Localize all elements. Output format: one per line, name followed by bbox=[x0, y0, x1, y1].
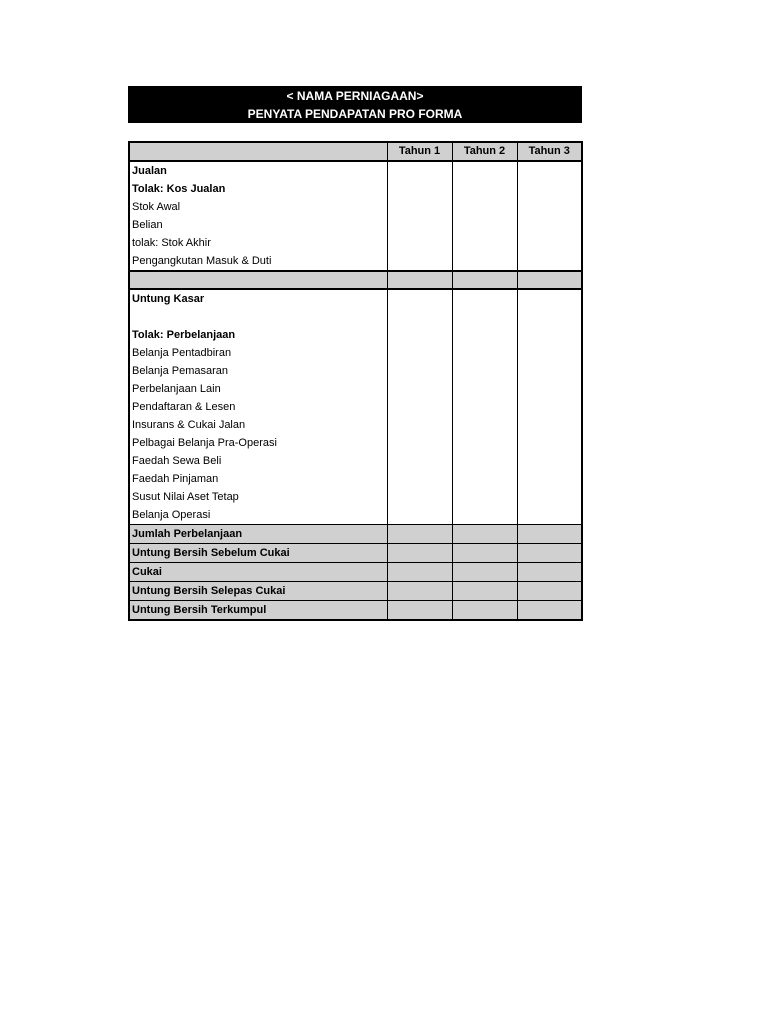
label-column-header bbox=[129, 142, 387, 161]
cell-year-2[interactable] bbox=[452, 180, 517, 198]
cell-year-2[interactable] bbox=[452, 362, 517, 380]
cell-year-2[interactable] bbox=[452, 252, 517, 271]
cell-year-2[interactable] bbox=[452, 416, 517, 434]
row-label: Untung Bersih Selepas Cukai bbox=[129, 582, 387, 601]
row-label: Untung Bersih Sebelum Cukai bbox=[129, 544, 387, 563]
row-label: tolak: Stok Akhir bbox=[129, 234, 387, 252]
year-3-header: Tahun 3 bbox=[517, 142, 582, 161]
cell-year-3[interactable] bbox=[517, 234, 582, 252]
cell-year-2[interactable] bbox=[452, 161, 517, 180]
cell-year-1[interactable] bbox=[387, 525, 452, 544]
cell-year-3[interactable] bbox=[517, 161, 582, 180]
statement-header bbox=[128, 86, 582, 123]
cell-year-2[interactable] bbox=[452, 506, 517, 525]
cell-year-3[interactable] bbox=[517, 544, 582, 563]
row-cukai bbox=[129, 563, 582, 582]
row-label: Pengangkutan Masuk & Duti bbox=[129, 252, 387, 271]
row-label: Stok Awal bbox=[129, 198, 387, 216]
row-pra-operasi bbox=[129, 434, 582, 452]
cell-year-1 bbox=[387, 308, 452, 326]
cell-year-3[interactable] bbox=[517, 506, 582, 525]
cell-year-3[interactable] bbox=[517, 601, 582, 621]
row-label: Faedah Pinjaman bbox=[129, 470, 387, 488]
row-label: Insurans & Cukai Jalan bbox=[129, 416, 387, 434]
row-label: Belanja Operasi bbox=[129, 506, 387, 525]
cell-year-1[interactable] bbox=[387, 180, 452, 198]
cell-year-1[interactable] bbox=[387, 506, 452, 525]
row-stok-akhir bbox=[129, 234, 582, 252]
row-untung-kasar bbox=[129, 289, 582, 308]
row-tolak-kos-jualan bbox=[129, 180, 582, 198]
cell-year-1[interactable] bbox=[387, 544, 452, 563]
cell-year-3[interactable] bbox=[517, 416, 582, 434]
row-perbelanjaan-lain bbox=[129, 380, 582, 398]
cell-year-2[interactable] bbox=[452, 488, 517, 506]
cell-year-2[interactable] bbox=[452, 434, 517, 452]
cell-year-1[interactable] bbox=[387, 326, 452, 344]
row-belanja-pemasaran bbox=[129, 362, 582, 380]
cell-year-2[interactable] bbox=[452, 289, 517, 308]
row-belanja-operasi bbox=[129, 506, 582, 525]
cell-year-2 bbox=[452, 308, 517, 326]
cell-year-3[interactable] bbox=[517, 563, 582, 582]
cell-year-1[interactable] bbox=[387, 161, 452, 180]
cell-year-1[interactable] bbox=[387, 601, 452, 621]
cell-year-1[interactable] bbox=[387, 362, 452, 380]
cell-year-2[interactable] bbox=[452, 398, 517, 416]
cell-year-3[interactable] bbox=[517, 488, 582, 506]
cell-year-1[interactable] bbox=[387, 252, 452, 271]
row-untung-terkumpul bbox=[129, 601, 582, 621]
cell-year-1[interactable] bbox=[387, 344, 452, 362]
cell-year-3[interactable] bbox=[517, 434, 582, 452]
statement-title: PENYATA PENDAPATAN PRO FORMA bbox=[247, 107, 463, 121]
row-blank bbox=[129, 308, 582, 326]
cell-year-3[interactable] bbox=[517, 362, 582, 380]
row-faedah-sewa-beli bbox=[129, 452, 582, 470]
cell-year-1[interactable] bbox=[387, 216, 452, 234]
cell-year-2[interactable] bbox=[452, 234, 517, 252]
income-statement-table bbox=[128, 141, 583, 621]
cell-year-1[interactable] bbox=[387, 582, 452, 601]
cell-year-1[interactable] bbox=[387, 470, 452, 488]
cell-year-2[interactable] bbox=[452, 601, 517, 621]
cell-year-3[interactable] bbox=[517, 252, 582, 271]
row-untung-sebelum-cukai bbox=[129, 544, 582, 563]
cell-year-1[interactable] bbox=[387, 271, 452, 289]
cell-year-3 bbox=[517, 308, 582, 326]
row-label: Susut Nilai Aset Tetap bbox=[129, 488, 387, 506]
year-1-header: Tahun 1 bbox=[387, 142, 452, 161]
cell-year-2[interactable] bbox=[452, 452, 517, 470]
row-faedah-pinjaman bbox=[129, 470, 582, 488]
cell-year-1[interactable] bbox=[387, 416, 452, 434]
row-label: Belanja Pemasaran bbox=[129, 362, 387, 380]
row-label: Faedah Sewa Beli bbox=[129, 452, 387, 470]
row-pendaftaran-lesen bbox=[129, 398, 582, 416]
cell-year-3[interactable] bbox=[517, 198, 582, 216]
row-label: Tolak: Perbelanjaan bbox=[129, 326, 387, 344]
row-label: Cukai bbox=[129, 563, 387, 582]
cell-year-2[interactable] bbox=[452, 344, 517, 362]
cell-year-3[interactable] bbox=[517, 380, 582, 398]
cell-year-1[interactable] bbox=[387, 563, 452, 582]
row-untung-selepas-cukai bbox=[129, 582, 582, 601]
row-label: Jumlah Perbelanjaan bbox=[129, 525, 387, 544]
cell-year-3[interactable] bbox=[517, 216, 582, 234]
cell-year-3[interactable] bbox=[517, 180, 582, 198]
cell-year-1[interactable] bbox=[387, 434, 452, 452]
cell-year-2[interactable] bbox=[452, 544, 517, 563]
row-stok-awal bbox=[129, 198, 582, 216]
row-label: Untung Kasar bbox=[129, 289, 387, 308]
cell-year-3[interactable] bbox=[517, 525, 582, 544]
cell-year-3[interactable] bbox=[517, 271, 582, 289]
row-label: Tolak: Kos Jualan bbox=[129, 180, 387, 198]
cell-year-3[interactable] bbox=[517, 470, 582, 488]
row-pengangkutan bbox=[129, 252, 582, 271]
cell-year-2[interactable] bbox=[452, 582, 517, 601]
cell-year-3[interactable] bbox=[517, 344, 582, 362]
cell-year-1[interactable] bbox=[387, 380, 452, 398]
row-kos-jualan-total bbox=[129, 271, 582, 289]
cell-year-1[interactable] bbox=[387, 198, 452, 216]
cell-year-3[interactable] bbox=[517, 289, 582, 308]
row-label: Pelbagai Belanja Pra-Operasi bbox=[129, 434, 387, 452]
cell-year-2[interactable] bbox=[452, 563, 517, 582]
row-jualan bbox=[129, 161, 582, 180]
row-jumlah-perbelanjaan bbox=[129, 525, 582, 544]
cell-year-3[interactable] bbox=[517, 326, 582, 344]
cell-year-1[interactable] bbox=[387, 452, 452, 470]
year-2-header: Tahun 2 bbox=[452, 142, 517, 161]
row-tolak-perbelanjaan bbox=[129, 326, 582, 344]
row-label bbox=[129, 308, 387, 326]
cell-year-3[interactable] bbox=[517, 582, 582, 601]
row-insurans-cukai-jalan bbox=[129, 416, 582, 434]
row-label: Untung Bersih Terkumpul bbox=[129, 601, 387, 621]
cell-year-1[interactable] bbox=[387, 488, 452, 506]
business-name: < NAMA PERNIAGAAN> bbox=[286, 89, 424, 103]
cell-year-2[interactable] bbox=[452, 380, 517, 398]
cell-year-2[interactable] bbox=[452, 198, 517, 216]
row-label bbox=[129, 271, 387, 289]
cell-year-2[interactable] bbox=[452, 525, 517, 544]
cell-year-1[interactable] bbox=[387, 398, 452, 416]
cell-year-2[interactable] bbox=[452, 470, 517, 488]
row-label: Perbelanjaan Lain bbox=[129, 380, 387, 398]
row-label: Belian bbox=[129, 216, 387, 234]
row-label: Pendaftaran & Lesen bbox=[129, 398, 387, 416]
column-header-row bbox=[129, 142, 582, 161]
cell-year-2[interactable] bbox=[452, 326, 517, 344]
cell-year-2[interactable] bbox=[452, 271, 517, 289]
row-belian bbox=[129, 216, 582, 234]
cell-year-3[interactable] bbox=[517, 452, 582, 470]
cell-year-1[interactable] bbox=[387, 234, 452, 252]
row-label: Belanja Pentadbiran bbox=[129, 344, 387, 362]
row-susut-nilai bbox=[129, 488, 582, 506]
row-label: Jualan bbox=[129, 161, 387, 180]
row-belanja-pentadbiran bbox=[129, 344, 582, 362]
cell-year-1[interactable] bbox=[387, 289, 452, 308]
cell-year-3[interactable] bbox=[517, 398, 582, 416]
cell-year-2[interactable] bbox=[452, 216, 517, 234]
